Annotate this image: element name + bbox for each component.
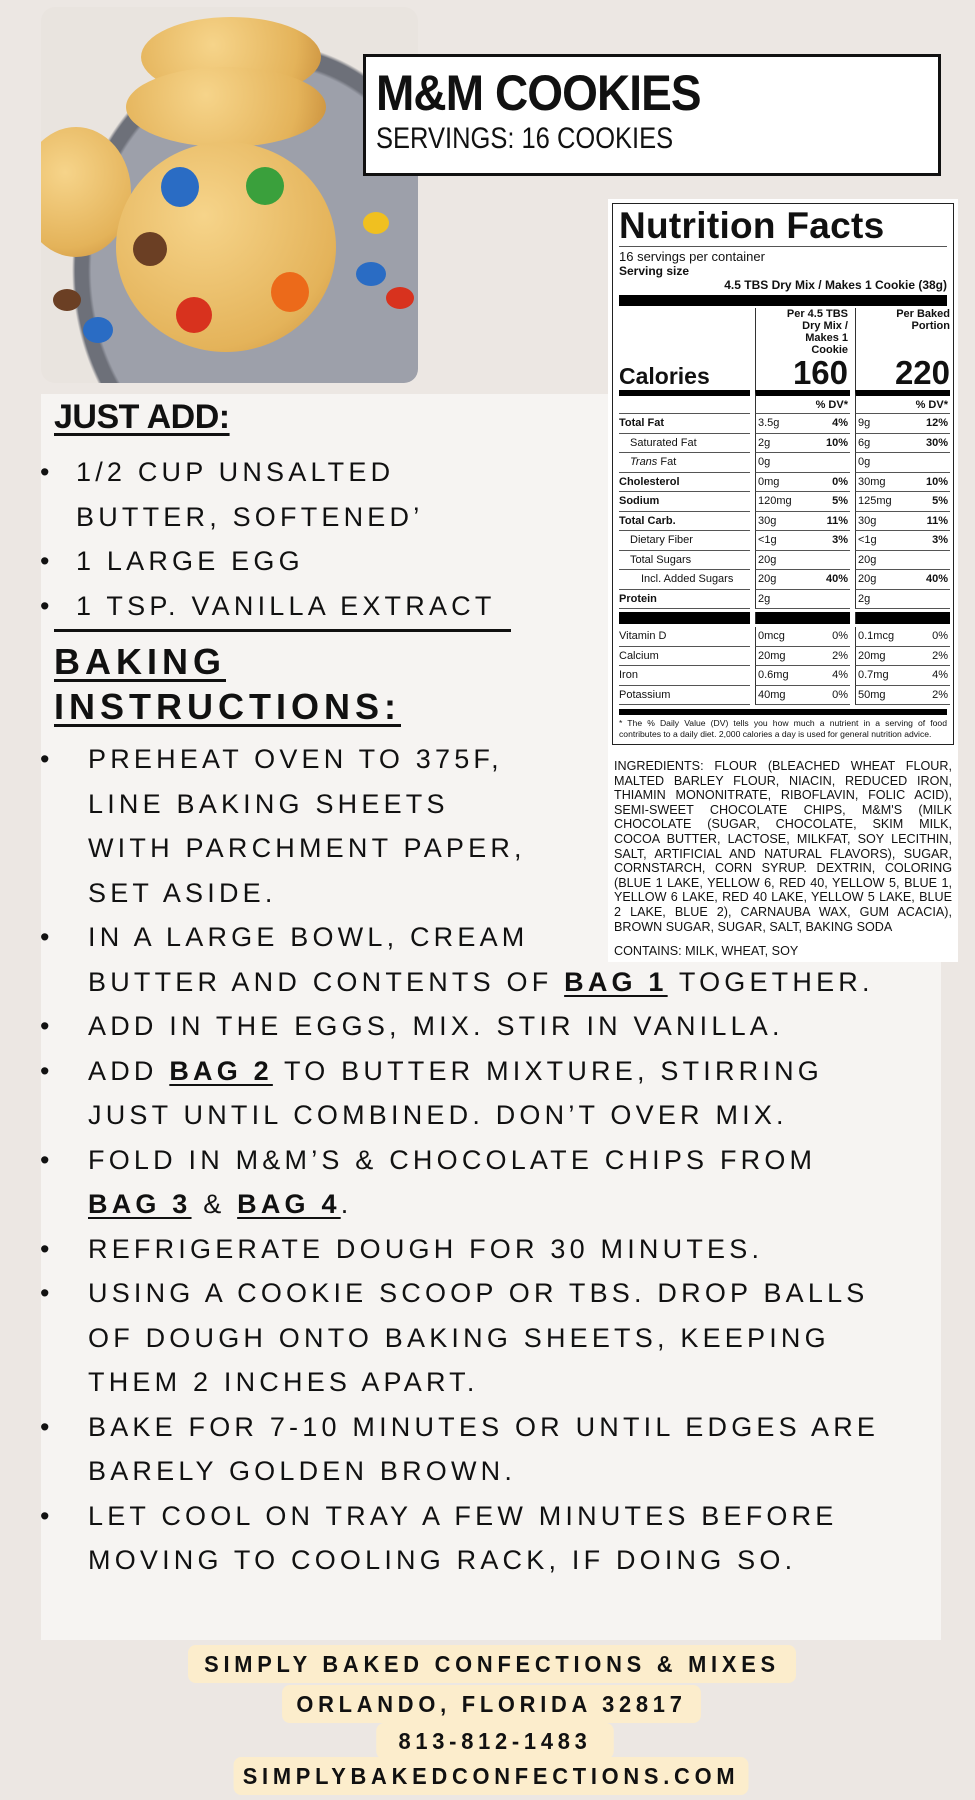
nutrient-name: Calcium: [619, 649, 659, 662]
nutrient-value-col1: [755, 492, 850, 512]
percent-dv: 11%: [926, 514, 948, 527]
amount: 6g: [858, 436, 871, 449]
nutrient-name: Saturated Fat: [630, 436, 697, 449]
step-text: ADD: [88, 1055, 170, 1086]
amount: 0g: [758, 456, 771, 468]
step-text: SET ASIDE.: [88, 877, 277, 908]
amount: 9g: [858, 417, 871, 429]
percent-dv: 3%: [832, 534, 848, 546]
nutrient-value-col1: [755, 666, 850, 686]
nutrient-name: Vitamin D: [619, 630, 667, 642]
list-item: [40, 584, 496, 629]
step-text: BAKE FOR 7-10 MINUTES OR UNTIL EDGES ARE: [88, 1411, 880, 1442]
step-text: LET COOL ON TRAY A FEW MINUTES BEFORE: [88, 1500, 838, 1531]
step-text: LINE BAKING SHEETS: [88, 788, 449, 819]
step-text: BUTTER AND CONTENTS OF: [88, 966, 565, 997]
percent-dv: 0%: [832, 630, 848, 642]
bullet-icon: •: [40, 1055, 54, 1086]
amount: 20g: [858, 553, 877, 566]
percent-dv: 11%: [826, 514, 848, 527]
business-location: ORLANDO, FLORIDA 32817: [282, 1685, 701, 1723]
nutrient-label: [619, 512, 750, 532]
step-text: THEM 2 INCHES APART.: [88, 1367, 479, 1397]
amount: 20g: [858, 573, 877, 585]
nutrient-value-col2: [855, 512, 950, 532]
dv-footnote: * The % Daily Value (DV) tells you how much a nutrient in a serving of food contributes to a daily diet. 2,000 calories a day is used for general nutrition advice.: [619, 718, 947, 739]
nutrient-label: [619, 434, 750, 454]
thick-divider: [755, 612, 850, 624]
nutrient-value-col2: [855, 531, 950, 551]
percent-dv: 4%: [932, 669, 948, 681]
bag-label: BAG 1: [564, 966, 668, 997]
calories-label: Calories: [619, 363, 710, 389]
calories-dry: 160: [792, 354, 848, 391]
nutrient-label: [619, 570, 750, 590]
nutrient-value-col1: [755, 686, 850, 706]
percent-dv: 0%: [832, 475, 848, 488]
nutrient-value-col2: [855, 570, 950, 590]
nutrient-name: Sodium: [619, 495, 660, 507]
nutrient-name: Iron: [619, 669, 638, 681]
percent-dv: 0%: [932, 630, 948, 642]
baking-heading-line2: INSTRUCTIONS:: [54, 686, 401, 727]
amount: 20g: [758, 553, 777, 566]
percent-dv: 12%: [925, 417, 948, 429]
step-item: [40, 1405, 879, 1494]
nutrient-value-col1: [755, 551, 850, 571]
serving-size-label: Serving size: [619, 264, 690, 278]
amount: 0.7mg: [858, 669, 889, 681]
nutrient-label: [619, 473, 750, 493]
amount: 0.6mg: [758, 669, 789, 681]
nutrient-label: [619, 686, 750, 706]
step-text: BARELY GOLDEN BROWN.: [88, 1456, 517, 1486]
nutrition-facts-label: [612, 203, 954, 745]
nutrition-panel: [608, 199, 958, 962]
nutrient-value-col2: [855, 551, 950, 571]
nutrient-label: [619, 666, 750, 686]
percent-dv: 2%: [832, 649, 848, 662]
amount: 30g: [858, 514, 877, 527]
business-phone[interactable]: 813-812-1483: [376, 1723, 614, 1759]
step-text: REFRIGERATE DOUGH FOR 30 MINUTES.: [88, 1233, 764, 1264]
percent-dv: 4%: [832, 669, 848, 681]
amount: 50mg: [858, 688, 886, 701]
percent-dv: 40%: [925, 573, 948, 585]
trans-italic: Trans: [630, 456, 658, 468]
nutrient-value-col1: [755, 414, 850, 434]
baking-heading-line1: BAKING: [54, 641, 226, 682]
amount: 30g: [758, 514, 777, 527]
nutrient-value-col2: [855, 666, 950, 686]
list-item-text: BUTTER, SOFTENED’: [76, 501, 424, 532]
step-text: PREHEAT OVEN TO 375F,: [88, 744, 503, 774]
nutrient-value-col1: [755, 434, 850, 454]
bag-label: BAG 2: [169, 1055, 273, 1086]
divider: [54, 629, 511, 632]
amount: 20g: [758, 573, 777, 585]
nutrient-value-col2: [855, 492, 950, 512]
nutrient-name: Trans Fat: [630, 456, 677, 468]
amount: 2g: [758, 592, 771, 605]
nutrient-label: [619, 531, 750, 551]
nutrient-value-col1: [755, 647, 850, 667]
dv-spacer: [619, 390, 750, 414]
bag-label: BAG 4: [237, 1189, 341, 1219]
nutrient-name: Potassium: [619, 688, 671, 701]
percent-dv: 40%: [825, 573, 848, 585]
list-item-text: 1/2 CUP UNSALTED: [76, 457, 395, 487]
nutrient-label: [619, 647, 750, 667]
step-item: [40, 1227, 879, 1272]
amount: <1g: [858, 534, 877, 546]
step-text: &: [191, 1189, 238, 1219]
nutrient-value-col1: [755, 473, 850, 493]
nutrient-value-col2: [855, 627, 950, 647]
nutrient-value-col1: [755, 590, 850, 610]
step-item: [40, 1049, 879, 1138]
calories-baked: 220: [894, 354, 950, 391]
nutrient-label: [619, 453, 750, 473]
nutrient-value-col2: [855, 473, 950, 493]
bullet-icon: •: [40, 922, 54, 952]
amount: 3.5g: [758, 417, 780, 429]
bullet-icon: •: [40, 457, 54, 487]
percent-dv: 5%: [932, 495, 948, 507]
list-item-text: 1 LARGE EGG: [76, 546, 304, 576]
nutrient-label: [619, 414, 750, 434]
percent-dv: 10%: [925, 475, 948, 488]
bullet-icon: •: [40, 546, 54, 576]
percent-dv: 5%: [832, 495, 848, 507]
servings-per-container: 16 servings per container: [619, 249, 765, 264]
amount: 125mg: [858, 495, 892, 507]
thick-divider: [855, 612, 950, 624]
nutrient-value-col2: [855, 686, 950, 706]
step-text: ADD IN THE EGGS, MIX. STIR IN VANILLA.: [88, 1011, 784, 1041]
bullet-icon: •: [40, 590, 54, 621]
nutrient-label: [619, 627, 750, 647]
step-text: JUST UNTIL COMBINED. DON’T OVER MIX.: [88, 1100, 788, 1130]
just-add-list: [40, 450, 496, 628]
business-name: SIMPLY BAKED CONFECTIONS & MIXES: [188, 1645, 796, 1683]
amount: 30mg: [858, 475, 886, 488]
nutrition-title: Nutrition Facts: [619, 206, 947, 247]
nutrient-value-col2: [855, 647, 950, 667]
serving-size: 4.5 TBS Dry Mix / Makes 1 Cookie (38g): [724, 278, 947, 292]
amount: 0mcg: [758, 630, 785, 642]
nutrient-name: Cholesterol: [619, 475, 680, 488]
percent-dv: 2%: [932, 649, 948, 662]
nutrient-name: Protein: [619, 592, 657, 605]
allergens: CONTAINS: MILK, WHEAT, SOY: [614, 944, 799, 959]
step-item: [40, 1271, 879, 1405]
thick-divider: [619, 612, 750, 624]
amount: 0g: [858, 456, 871, 468]
percent-dv: 10%: [825, 436, 848, 449]
amount: 40mg: [758, 688, 786, 701]
amount: <1g: [758, 534, 777, 546]
nutrient-name: Total Fat: [619, 417, 665, 429]
bullet-icon: •: [40, 744, 54, 774]
percent-dv: 4%: [832, 417, 848, 429]
step-text: .: [340, 1189, 353, 1219]
step-text: FOLD IN M&M’S & CHOCOLATE CHIPS FROM: [88, 1144, 817, 1175]
amount: 20mg: [858, 649, 886, 662]
dv-header-1: % DV*: [755, 390, 850, 414]
nutrient-label: [619, 551, 750, 571]
nutrient-value-col1: [755, 627, 850, 647]
percent-dv: 2%: [932, 688, 948, 701]
step-text: TO BUTTER MIXTURE, STIRRING: [272, 1055, 823, 1086]
nutrient-name: Total Carb.: [619, 514, 676, 527]
nutrient-name: Dietary Fiber: [630, 534, 693, 546]
dv-header-2: % DV*: [855, 390, 950, 414]
bullet-icon: •: [40, 1278, 54, 1308]
ingredients: INGREDIENTS: FLOUR (BLEACHED WHEAT FLOUR, MALTED BARLEY FLOUR, NIACIN, REDUCED IRON, THIAMIN MONONITRATE, RIBOFLAVIN, FOLIC ACID), SEMI-SWEET CHOCOLATE CHIPS, M&M'S (MILK CHOCOLATE (SUGAR, CHOCOLATE, SKIM MILK, COCOA BUTTER, LACTOSE, MILKFAT, SOY LECITHIN, SALT, ARTIFICIAL AND NATURAL FLAVORS), SUGAR, CORNSTARCH, CORN SYRUP. DEXTRIN, COLORING (BLUE 1 LAKE, YELLOW 6, RED 40, YELLOW 5, BLUE 1, YELLOW 6 LAKE, RED 40 LAKE, YELLOW 5 LAKE, BLUE 2 LAKE, BLUE 2), CARNAUBA WAX, GUM ACACIA), BROWN SUGAR, SUGAR, SALT, BAKING SODA: [614, 759, 952, 934]
cookie-photo: [41, 7, 418, 383]
baking-heading: [54, 640, 226, 684]
percent-dv: 30%: [925, 436, 948, 449]
baking-heading-2: [54, 685, 401, 729]
amount: 2g: [758, 436, 771, 449]
step-item: [40, 1004, 879, 1049]
bullet-icon: •: [40, 1011, 54, 1041]
nutrient-value-col1: [755, 512, 850, 532]
bullet-icon: •: [40, 1144, 54, 1175]
step-text: IN A LARGE BOWL, CREAM: [88, 922, 529, 952]
percent-dv: 3%: [932, 534, 948, 546]
amount: 120mg: [758, 495, 792, 507]
step-item: [40, 1138, 879, 1227]
nutrient-label: [619, 492, 750, 512]
nutrient-label: [619, 590, 750, 610]
percent-dv: 0%: [832, 688, 848, 701]
bag-label: BAG 3: [88, 1189, 192, 1219]
bullet-icon: •: [40, 1233, 54, 1264]
recipe-title-box: [363, 54, 941, 176]
step-item: [40, 1494, 879, 1583]
list-item: [40, 450, 496, 539]
nutrient-name: Incl. Added Sugars: [641, 573, 734, 585]
just-add-heading: JUST ADD:: [54, 398, 230, 436]
list-item-text: 1 TSP. VANILLA EXTRACT: [76, 590, 496, 621]
nutrient-value-col2: [855, 453, 950, 473]
amount: 0mg: [758, 475, 780, 488]
bullet-icon: •: [40, 1411, 54, 1442]
nutrient-value-col2: [855, 414, 950, 434]
step-text: TOGETHER.: [667, 966, 874, 997]
step-text: MOVING TO COOLING RACK, IF DOING SO.: [88, 1545, 797, 1575]
amount: 0.1mcg: [858, 630, 895, 642]
business-website[interactable]: SIMPLYBAKEDCONFECTIONS.COM: [234, 1757, 749, 1795]
col2-header: Per Baked Portion: [896, 308, 950, 332]
list-item: [40, 539, 496, 584]
recipe-title: M&M COOKIES: [376, 65, 701, 121]
nutrient-value-col1: [755, 453, 850, 473]
amount: 2g: [858, 592, 871, 605]
amount: 20mg: [758, 649, 786, 662]
nutrient-name: Total Sugars: [630, 553, 692, 566]
nutrient-value-col2: [855, 434, 950, 454]
nutrient-value-col1: [755, 531, 850, 551]
step-text: OF DOUGH ONTO BAKING SHEETS, KEEPING: [88, 1322, 830, 1353]
step-text: WITH PARCHMENT PAPER,: [88, 833, 526, 863]
nutrient-value-col1: [755, 570, 850, 590]
step-text: USING A COOKIE SCOOP OR TBS. DROP BALLS: [88, 1278, 869, 1308]
col1-header: Per 4.5 TBS Dry Mix / Makes 1 Cookie: [786, 308, 848, 356]
nutrient-value-col2: [855, 590, 950, 610]
servings: SERVINGS: 16 COOKIES: [376, 122, 674, 155]
bullet-icon: •: [40, 1500, 54, 1531]
